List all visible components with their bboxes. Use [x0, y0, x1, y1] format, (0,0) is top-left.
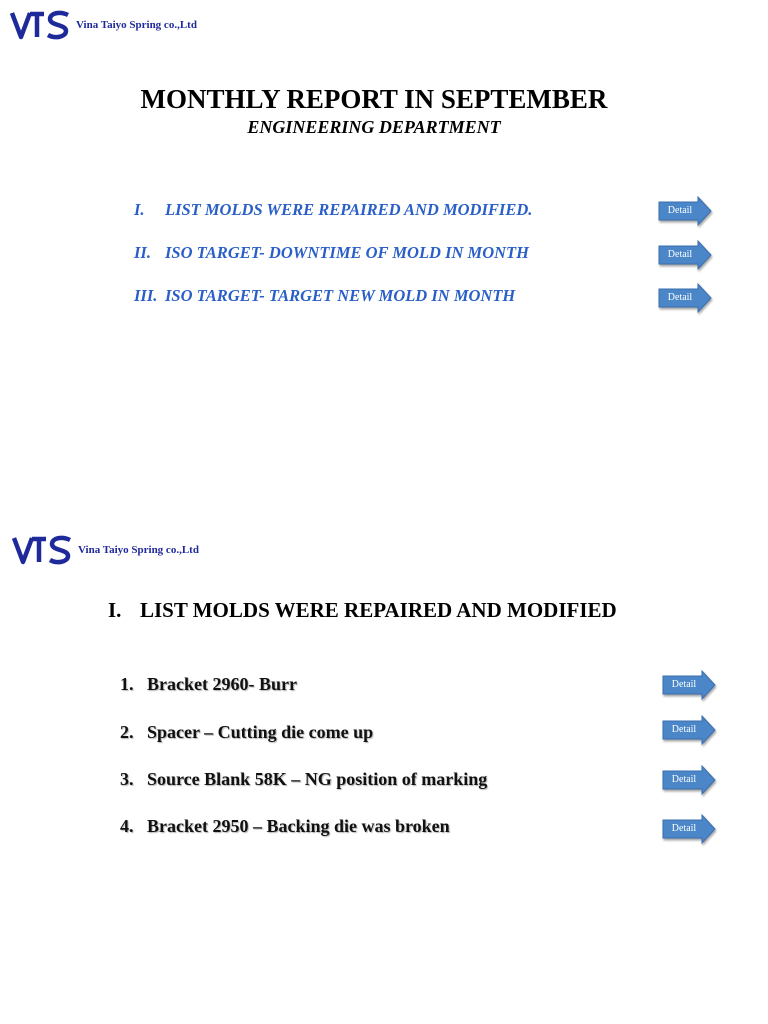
department-subtitle: ENGINEERING DEPARTMENT [247, 117, 501, 137]
list-item-4 [120, 816, 450, 837]
toc-text: ISO TARGET- TARGET NEW MOLD IN MONTH [165, 286, 516, 305]
detail-button-item-2[interactable] [662, 715, 716, 745]
detail-label: Detail [671, 774, 697, 785]
toc-number: II. [134, 243, 151, 262]
vts-logo-icon [10, 10, 72, 40]
company-logo [12, 535, 199, 565]
detail-label: Detail [667, 249, 693, 260]
detail-button-toc-1[interactable] [658, 196, 712, 226]
company-name: Vina Taiyo Spring co.,Ltd [76, 19, 197, 31]
toc-text: ISO TARGET- DOWNTIME OF MOLD IN MONTH [165, 243, 529, 262]
list-item-1 [120, 674, 297, 695]
detail-button-toc-3[interactable] [658, 283, 712, 313]
section-text: LIST MOLDS WERE REPAIRED AND MODIFIED [140, 598, 617, 622]
toc-item-1 [134, 200, 532, 220]
list-text: Bracket 2950 – Backing die was broken [147, 816, 450, 836]
detail-label: Detail [667, 292, 693, 303]
slide-list-molds [0, 512, 768, 1024]
company-logo [10, 10, 197, 40]
list-item-2 [120, 722, 373, 743]
toc-number: I. [134, 200, 145, 219]
toc-item-3 [134, 286, 515, 306]
detail-label: Detail [671, 823, 697, 834]
report-title: MONTHLY REPORT IN SEPTEMBER [140, 84, 608, 114]
detail-button-item-1[interactable] [662, 670, 716, 700]
company-name: Vina Taiyo Spring co.,Ltd [78, 544, 199, 556]
list-item-3 [120, 769, 487, 790]
detail-button-item-3[interactable] [662, 765, 716, 795]
detail-button-item-4[interactable] [662, 814, 716, 844]
section-title [108, 598, 617, 623]
vts-logo-icon [12, 535, 74, 565]
section-number: I. [108, 598, 122, 622]
toc-text: LIST MOLDS WERE REPAIRED AND MODIFIED. [165, 200, 533, 219]
detail-label: Detail [671, 679, 697, 690]
list-text: Spacer – Cutting die come up [147, 722, 374, 742]
list-number: 4. [120, 816, 134, 836]
list-number: 3. [120, 769, 134, 789]
list-text: Source Blank 58K – NG position of marking [147, 769, 488, 789]
detail-label: Detail [671, 724, 697, 735]
detail-label: Detail [667, 205, 693, 216]
list-number: 2. [120, 722, 134, 742]
list-number: 1. [120, 674, 134, 694]
toc-item-2 [134, 243, 529, 263]
list-text: Bracket 2960- Burr [147, 674, 297, 694]
detail-button-toc-2[interactable] [658, 240, 712, 270]
toc-number: III. [134, 286, 158, 305]
